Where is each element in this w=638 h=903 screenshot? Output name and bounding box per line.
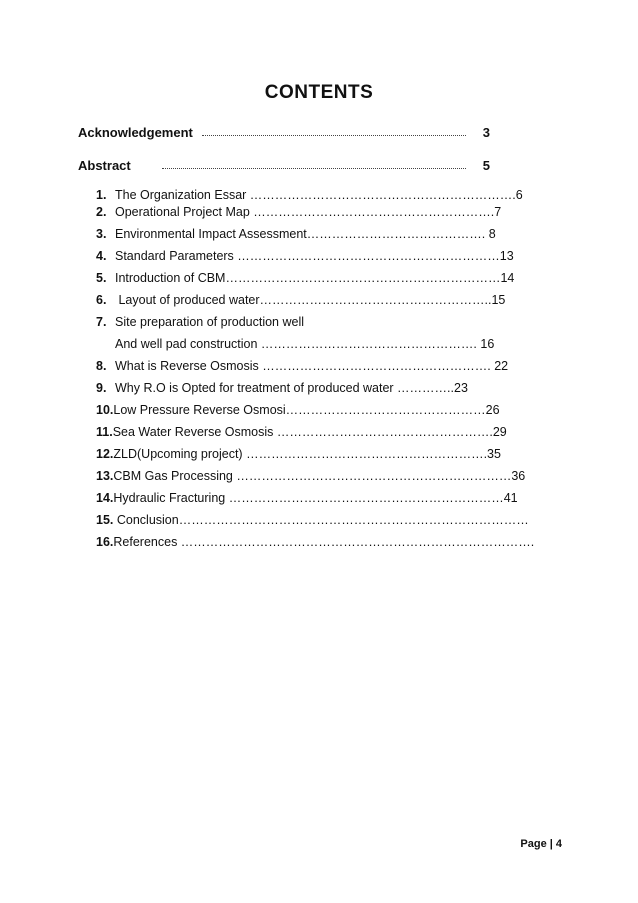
toc-entry-text: Sea Water Reverse Osmosis …………………………………………….29 (112, 425, 507, 439)
toc-entry-page: 5 (482, 158, 490, 173)
toc-entry-number: 10. (96, 403, 114, 417)
toc-entry[interactable] (96, 379, 506, 401)
toc-entry[interactable] (96, 225, 506, 247)
toc-entry-text: CBM Gas Processing …………………………………………………………36 (113, 469, 526, 483)
toc-entry-number: 1. (96, 188, 107, 202)
toc-entry-text: References …………………………………………………………………………. (113, 535, 535, 549)
toc-entry-text: Standard Parameters ………………………………………………………13 (115, 249, 514, 263)
toc-entry-number: 8. (96, 359, 107, 373)
toc-entry[interactable] (96, 186, 523, 203)
page-title: CONTENTS (264, 82, 374, 103)
toc-entry[interactable] (96, 511, 529, 533)
toc-entry-number: 7. (96, 315, 107, 329)
toc-entry[interactable] (96, 401, 506, 423)
leader-dots (162, 168, 466, 169)
toc-entry-number: 11. (96, 425, 113, 439)
toc-entry[interactable] (96, 533, 535, 555)
toc-entry-text: Conclusion………………………………………………………………………… (113, 513, 529, 527)
toc-entry-text: The Organization Essar ……………………………………………………….6 (115, 188, 523, 202)
toc-entry-label: Acknowledgement (78, 125, 193, 140)
toc-entry-number: 6. (96, 293, 107, 307)
toc-entry-text: ZLD(Upcoming project) ………………………………………………….35 (113, 447, 501, 461)
toc-entry[interactable] (96, 247, 514, 269)
toc-entry-number: 4. (96, 249, 107, 263)
toc-entry[interactable] (96, 269, 515, 291)
toc-entry-text: Environmental Impact Assessment……………………………………. 8 (115, 227, 496, 241)
toc-entry-number: 16. (96, 535, 114, 549)
toc-entry-text: What is Reverse Osmosis ………………………………………………. 22 (115, 359, 509, 373)
toc-entry-text: Operational Project Map ………………………………………………….7 (115, 205, 502, 219)
toc-entry-number: 12. (96, 447, 114, 461)
toc-entry-text: Why R.O is Opted for treatment of produced water …………..23 (115, 381, 468, 395)
toc-entry[interactable] (96, 203, 506, 225)
toc-entry[interactable] (96, 489, 518, 511)
toc-entry-number: 3. (96, 227, 107, 241)
toc-entry-continuation[interactable] (96, 335, 506, 357)
toc-entry-page: 3 (482, 125, 490, 140)
toc-entry-text: Introduction of CBM…………………………………………………………14 (115, 271, 515, 285)
toc-entry[interactable] (96, 357, 509, 379)
toc-entry-number: 5. (96, 271, 107, 285)
toc-entry-text: Site preparation of production well (115, 315, 305, 329)
toc-entry[interactable] (96, 423, 506, 445)
toc-entry[interactable] (96, 445, 506, 467)
toc-list (96, 186, 535, 555)
toc-entry-label: Abstract (78, 158, 131, 173)
toc-entry-number: 15. (96, 513, 114, 527)
toc-entry-text: And well pad construction ……………………………………………. 16 (115, 337, 495, 351)
toc-entry-number: 13. (96, 469, 114, 483)
page-number: Page | 4 (520, 838, 562, 850)
toc-entry-number: 2. (96, 205, 107, 219)
toc-entry-text: Low Pressure Reverse Osmosi…………………………………………26 (113, 403, 500, 417)
toc-entry-text: Layout of produced water………………………………………………..15 (115, 293, 506, 307)
toc-entry[interactable] (96, 313, 506, 335)
leader-dots (202, 135, 466, 136)
toc-entry-number: 9. (96, 381, 107, 395)
toc-entry-text: Hydraulic Fracturing …………………………………………………………41 (113, 491, 518, 505)
toc-entry-number: 14. (96, 491, 114, 505)
toc-entry[interactable] (96, 291, 506, 313)
toc-entry[interactable] (96, 467, 526, 489)
